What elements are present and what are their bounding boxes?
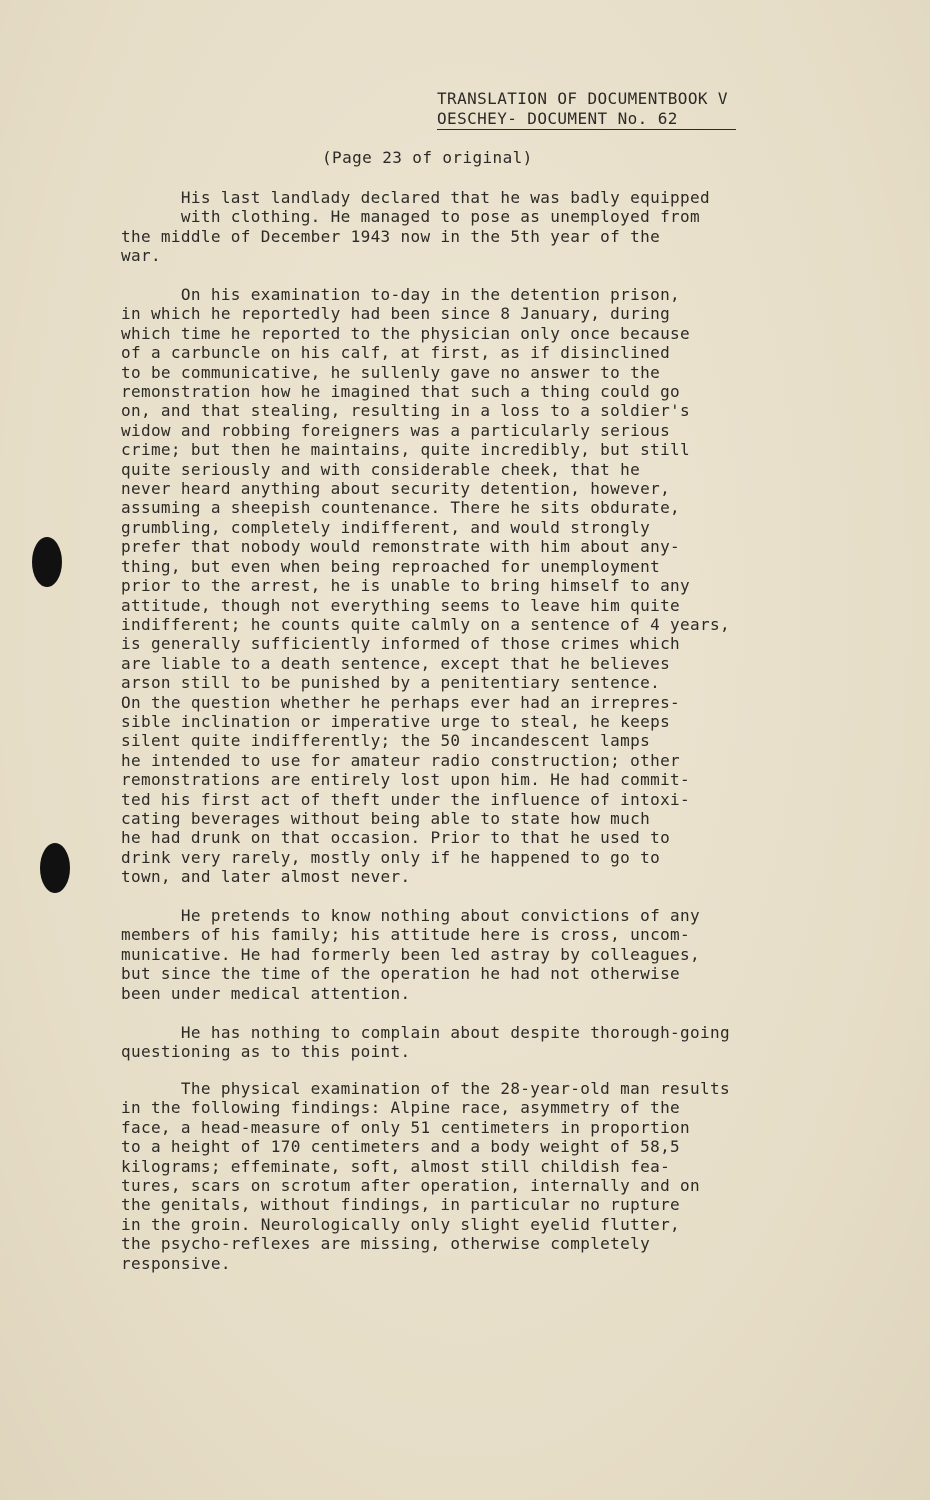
- paragraph-1: His last landlady declared that he was badly equipped with clothing. He managed to pose as unemployed from the middle of December 1943 now in the 5th year of the war.: [121, 188, 710, 266]
- document-header: [437, 89, 736, 130]
- paragraph-4: He has nothing to complain about despite thorough-going questioning as to this point.: [121, 1023, 730, 1062]
- header-title: TRANSLATION OF DOCUMENTBOOK V: [437, 89, 728, 108]
- punch-hole: [40, 843, 70, 893]
- paragraph-5: The physical examination of the 28-year-old man results in the following findings: Alpine race, asymmetry of the face, a head-measure of only 51 centimeters in proportion to a height of 170 centimeters and a body weight of 58,5 kilograms; effeminate, soft, almost still childish fea- tures, scars on scrotum after operation, internally and on the genitals, without findings, in particular no rupture in the groin. Neurologically only slight eyelid flutter, the psycho-reflexes are missing, otherwise completely responsive.: [121, 1079, 730, 1273]
- header-document-number: OESCHEY- DOCUMENT No. 62: [437, 109, 736, 130]
- page-reference: (Page 23 of original): [322, 148, 533, 167]
- paragraph-2: On his examination to-day in the detention prison, in which he reportedly had been since 8 January, during which time he reported to the physician only once because of a carbuncle on his calf, at first, as if disinclined to be communicative, he sullenly gave no answer to the remonstration how he imagined that such a thing could go on, and that stealing, resulting in a loss to a soldier's widow and robbing foreigners was a particularly serious crime; but then he maintains, quite incredibly, but still quite seriously and with considerable cheek, that he never heard anything about security detention, however, assuming a sheepish countenance. There he sits obdurate, grumbling, completely indifferent, and would strongly prefer that nobody would remonstrate with him about any- thing, but even when being reproached for unemployment prior to the arrest, he is unable to bring himself to any attitude, though not everything seems to leave him quite indifferent; he counts quite calmly on a sentence of 4 years, is generally sufficiently informed of those crimes which are liable to a death sentence, except that he believes arson still to be punished by a penitentiary sentence. On the question whether he perhaps ever had an irrepres- sible inclination or imperative urge to steal, he keeps silent quite indifferently; the 50 incandescent lamps he intended to use for amateur radio construction; other remonstrations are entirely lost upon him. He had commit- ted his first act of theft under the influence of intoxi- cating beverages without being able to state how much he had drunk on that occasion. Prior to that he used to drink very rarely, mostly only if he happened to go to town, and later almost never.: [121, 285, 730, 887]
- paragraph-3: He pretends to know nothing about convictions of any members of his family; his attitude here is cross, uncom- municative. He had formerly been led astray by colleagues, but since the time of the operation he had not otherwise been under medical attention.: [121, 906, 701, 1003]
- punch-hole: [32, 537, 62, 587]
